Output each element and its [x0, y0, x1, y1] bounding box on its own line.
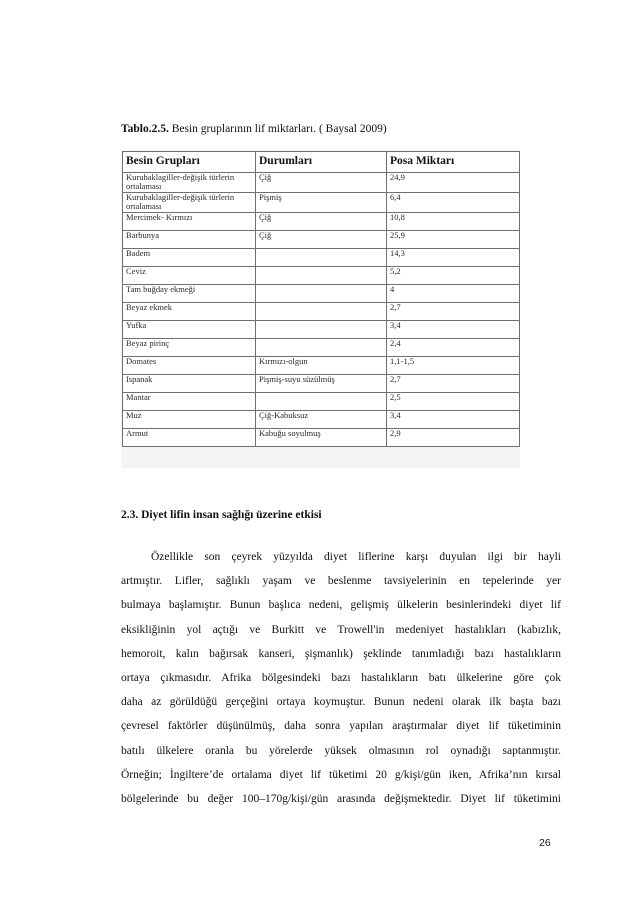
cell-fiber-amount: 10,8 — [387, 213, 520, 231]
table-row — [123, 429, 520, 447]
cell-fiber-amount: 3,4 — [387, 411, 520, 429]
cell-food-group: Ceviz — [123, 267, 256, 285]
cell-state: Pişmiş — [256, 193, 387, 213]
header-food-group: Besin Grupları — [123, 152, 256, 173]
paragraph-line: batılı ülkelere oranla bu yörelerde yüksek olmasının rol oynadığı saptanmıştır. — [121, 744, 561, 757]
cell-state: Kabuğu soyulmuş — [256, 429, 387, 447]
cell-food-group: Tam buğday ekmeği — [123, 285, 256, 303]
header-state: Durumları — [256, 152, 387, 173]
table-row — [123, 267, 520, 285]
paragraph-line: daha az görüldüğü gerçeğini ortaya koymuştur. Bunun nedeni olarak ilk başta bazı — [121, 696, 561, 709]
table-row — [123, 173, 520, 193]
paragraph-line: eksikliğinin yol açtığı ve Burkitt ve Trowell'in medeniyet hastalıkları (kabızlık, — [121, 623, 561, 636]
cell-state: Çiğ-Kabuksuz — [256, 411, 387, 429]
cell-state — [256, 321, 387, 339]
cell-fiber-amount: 3,4 — [387, 321, 520, 339]
cell-state — [256, 339, 387, 357]
cell-food-group: Badem — [123, 249, 256, 267]
cell-state: Çiğ — [256, 173, 387, 193]
cell-fiber-amount: 1,1-1,5 — [387, 357, 520, 375]
paragraph-line: Örneğin; İngiltere’de ortalama diyet lif tüketimi 20 g/kişi/gün iken, Afrika’nın kırsal — [121, 768, 561, 781]
table-caption-text: Besin gruplarının lif miktarları. ( Baysal 2009) — [168, 123, 387, 135]
cell-food-group: Ispanak — [123, 375, 256, 393]
table-row — [123, 375, 520, 393]
table-row — [123, 339, 520, 357]
cell-fiber-amount: 2,7 — [387, 303, 520, 321]
paragraph-line: ortaya çıkmasıdır. Afrika bölgesindeki bazı hastalıkların batı ülkelerine göre çok — [121, 671, 561, 684]
cell-food-group: Beyaz pirinç — [123, 339, 256, 357]
table-row — [123, 357, 520, 375]
cell-fiber-amount: 4 — [387, 285, 520, 303]
cell-food-group: Kurubaklagiller-değişik türlerin ortalaması — [123, 193, 256, 213]
header-fiber-amount: Posa Miktarı — [387, 152, 520, 173]
cell-fiber-amount: 25,9 — [387, 231, 520, 249]
paragraph-line: bulmaya başlamıştır. Bunun başlıca nedeni, gelişmiş ülkelerin besinlerindeki diyet lif — [121, 599, 561, 612]
table-row — [123, 393, 520, 411]
cell-fiber-amount: 2,5 — [387, 393, 520, 411]
cell-food-group: Armut — [123, 429, 256, 447]
table-row — [123, 193, 520, 213]
paragraph-line: hemoroit, kalın bağırsak kanseri, şişmanlık) şeklinde tanımladığı bazı hastalıkların — [121, 647, 561, 660]
cell-food-group: Mantar — [123, 393, 256, 411]
cell-food-group: Mercimek- Kırmızı — [123, 213, 256, 231]
page-number: 26 — [539, 837, 551, 849]
cell-state — [256, 249, 387, 267]
cell-fiber-amount: 24,9 — [387, 173, 520, 193]
cell-food-group: Beyaz ekmek — [123, 303, 256, 321]
cell-state — [256, 303, 387, 321]
cell-fiber-amount: 5,2 — [387, 267, 520, 285]
table-row — [123, 213, 520, 231]
table-caption-label: Tablo.2.5. — [121, 123, 169, 135]
cell-food-group: Muz — [123, 411, 256, 429]
table-caption — [121, 123, 387, 135]
table-row — [123, 303, 520, 321]
cell-food-group: Yufka — [123, 321, 256, 339]
cell-fiber-amount: 2,9 — [387, 429, 520, 447]
table-row — [123, 411, 520, 429]
section-heading: 2.3. Diyet lifin insan sağlığı üzerine etkisi — [121, 509, 322, 521]
cell-state: Çiğ — [256, 213, 387, 231]
body-paragraph — [121, 545, 561, 811]
paragraph-line: bölgelerinde bu değer 100–170g/kişi/gün arasında değişmektedir. Diyet lif tüketimini — [121, 792, 561, 805]
fiber-table-image — [121, 150, 520, 468]
table-row — [123, 285, 520, 303]
fiber-table — [122, 151, 520, 447]
table-row — [123, 231, 520, 249]
paragraph-line: çevresel faktörler düşünülmüş, daha sonra yapılan araştırmalar diyet lif tüketiminin — [121, 720, 561, 733]
cell-state — [256, 267, 387, 285]
cell-fiber-amount: 6,4 — [387, 193, 520, 213]
table-row — [123, 321, 520, 339]
cell-state: Pişmiş-suyu süzülmüş — [256, 375, 387, 393]
cell-state — [256, 393, 387, 411]
cell-food-group: Barbunya — [123, 231, 256, 249]
cell-fiber-amount: 2,4 — [387, 339, 520, 357]
cell-state: Çiğ — [256, 231, 387, 249]
cell-food-group: Kurubaklagiller-değişik türlerin ortalaması — [123, 173, 256, 193]
table-header-row — [123, 152, 520, 173]
cell-fiber-amount: 2,7 — [387, 375, 520, 393]
cell-food-group: Domates — [123, 357, 256, 375]
paragraph-line: Özellikle son çeyrek yüzyılda diyet liflerine karşı duyulan ilgi bir hayli — [151, 551, 561, 563]
paragraph-line: artmıştır. Lifler, sağlıklı yaşam ve beslenme tavsiyelerinin en tepelerinde yer — [121, 575, 561, 588]
table-body — [123, 173, 520, 447]
cell-state: Kırmızı-olgun — [256, 357, 387, 375]
table-row — [123, 249, 520, 267]
cell-state — [256, 285, 387, 303]
cell-fiber-amount: 14,3 — [387, 249, 520, 267]
